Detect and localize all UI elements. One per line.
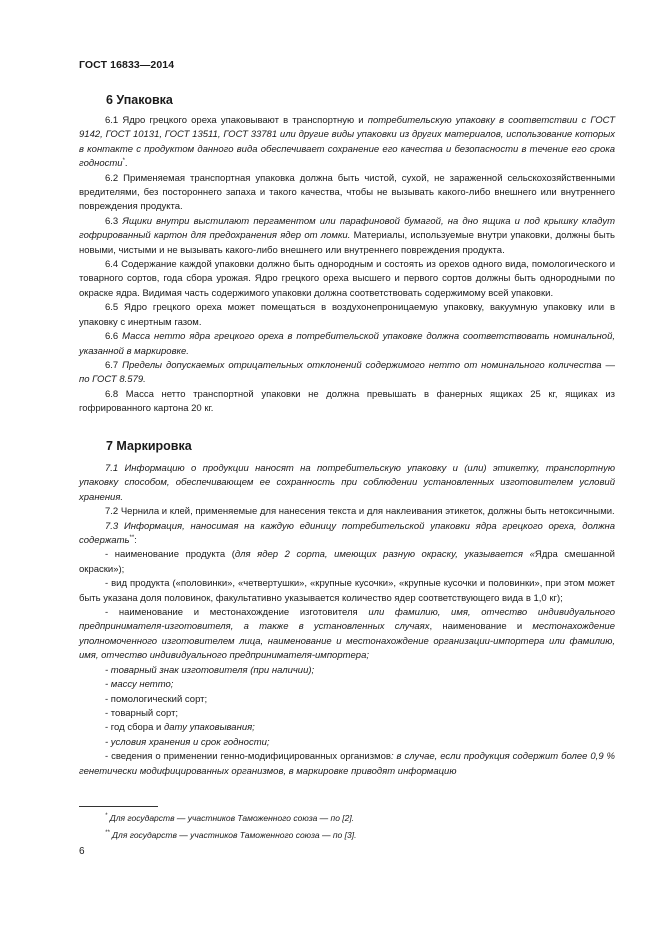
paragraph-6-1 bbox=[79, 114, 615, 172]
paragraph-text: 6.7 bbox=[105, 359, 123, 371]
footnote-1 bbox=[105, 810, 356, 827]
footnote-ref: ** bbox=[129, 535, 135, 542]
paragraph-6-5: 6.5 Ядро грецкого ореха может помещаться в воздухонепроницаемую упаковку, вакуумную упаковку или в упаковку с инертным газом. bbox=[79, 302, 615, 328]
paragraph-text: Материалы, используемые внутри упаковки, должны быть новыми, чистыми и не вызывать какого-либо внешнего или внутреннего повреждения продукта. bbox=[79, 230, 615, 256]
footnote-ref: * bbox=[122, 158, 125, 165]
list-item-italic-text: для ядер 2 сорта, имеющих разную окраску, указывается « bbox=[234, 549, 535, 561]
paragraph-italic-text: Масса нетто ядра грецкого ореха в потребительской упаковке должна соответствовать номинальной, указанной в маркировке. bbox=[79, 331, 615, 357]
paragraph-italic-text: потребительскую упаковку в соответствии с ГОСТ 9142, ГОСТ 10131, ГОСТ 13511, ГОСТ 33781 или другие виды упаковки из других материалов, использование которых в контакте с продуктом данного вида обеспечивает сохранение его качества и безопасности в течение его срока годности bbox=[79, 115, 615, 170]
footnote-mark: * bbox=[105, 813, 108, 819]
paragraph-6-2: 6.2 Применяемая транспортная упаковка должна быть чистой, сухой, не зараженной сельскохозяйственными вредителями, без постороннего запаха и такого качества, чтобы не вызывать какого-либо внешнего или внутреннего повреждения продукта. bbox=[79, 172, 615, 213]
paragraph-6-4: 6.4 Содержание каждой упаковки должно быть однородным и состоять из орехов одного вида, помологического и товарного сортов, года сбора урожая. Ядро грецкого ореха высшего и первого сортов должны быть однородными по окраске ядра. Видимая часть содержимого упаковки должна соответствовать содержимому всей упаковки. bbox=[79, 259, 615, 299]
page-number: 6 bbox=[79, 846, 85, 857]
paragraph-6-7 bbox=[79, 359, 615, 388]
paragraph-6-8: 6.8 Масса нетто транспортной упаковки не должна превышать в фанерных ящиках 25 кг, ящиках из гофрированного картона 20 кг. bbox=[79, 388, 615, 415]
footnote-2 bbox=[105, 827, 356, 844]
list-item: - вид продукта («половинки», «четвертушки», «крупные кусочки», «крупные кусочки и половинки», при этом может быть указана доля половинок, факультативно указывается количество ядер соответствующего вида в 1,0 кг); bbox=[79, 578, 615, 604]
paragraph-text: : bbox=[134, 535, 137, 547]
paragraph-6-3 bbox=[79, 215, 615, 258]
list-item-text: - наименование и местонахождение изготовителя bbox=[105, 607, 369, 619]
list-item bbox=[79, 548, 615, 577]
list-item-italic-text: или фамилию, имя, отчество индивидуального предпринимателя-изготовителя, а также в установленных случаях bbox=[79, 607, 615, 633]
footnote-text: Для государств — участников Таможенного союза — по [3]. bbox=[112, 830, 357, 840]
list-item-text: - сведения о применении генно-модифицированных организмов bbox=[105, 751, 391, 763]
section-title-marking: 7 Маркировка bbox=[106, 439, 192, 453]
paragraph-text: . bbox=[124, 158, 128, 170]
section-title-packaging: 6 Упаковка bbox=[106, 93, 173, 107]
footnote-text: Для государств — участников Таможенного союза — по [2]. bbox=[109, 813, 355, 823]
marking-section-body bbox=[79, 462, 615, 779]
list-item-italic-text: : в случае, если продукция содержит более 0,9 % генетически модифицированных организмов, в маркировке приводят информацию bbox=[79, 751, 615, 777]
list-item-text: , наименование и bbox=[429, 621, 533, 633]
list-item-italic-text: дату упаковывания; bbox=[163, 722, 255, 734]
list-item bbox=[79, 606, 615, 664]
list-item: - условия хранения и срок годности; bbox=[105, 736, 270, 748]
paragraph-7-2: 7.2 Чернила и клей, применяемые для нанесения текста и для наклеивания этикеток, должны быть нетоксичными. bbox=[105, 506, 615, 518]
paragraph-text: 6.6 bbox=[105, 331, 123, 343]
paragraph-text: 6.1 Ядро грецкого ореха упаковывают в транспортную и bbox=[105, 115, 368, 126]
list-item-text: Ядра смешанной окраски bbox=[79, 549, 615, 575]
paragraph-italic-text: 7.3 Информация, наносимая на каждую единицу потребительской упаковки ядра грецкого ореха, должна содержать bbox=[79, 520, 615, 547]
list-item: - массу нетто; bbox=[105, 679, 174, 691]
list-item bbox=[79, 750, 615, 779]
paragraph-italic-text: Ящики внутри выстилают пергаментом или парафиновой бумагой, на дно ящика и под крышку кладут гофрированный картон для предохранения ядер от ломки. bbox=[79, 215, 615, 242]
footnote-divider bbox=[79, 806, 158, 807]
paragraph-6-6 bbox=[79, 330, 615, 359]
list-item: - товарный знак изготовителя (при наличии); bbox=[105, 664, 315, 676]
list-item: - помологический сорт; bbox=[105, 693, 208, 705]
document-header: ГОСТ 16833—2014 bbox=[79, 59, 175, 71]
packaging-section-body bbox=[79, 114, 615, 417]
list-item-text: »); bbox=[113, 563, 125, 575]
list-item-italic-text: местонахождение уполномоченного изготовителем лица, наименование и местонахождение организации-импортера или фамилию, имя, отчество индивидуального предпринимателя-импортера; bbox=[79, 621, 615, 662]
paragraph-7-1: 7.1 Информацию о продукции наносят на потребительскую упаковку и (или) этикетку, транспортную упаковку способом, обеспечивающем ее сохранность при соблюдении установленных изготовителем условий хранения. bbox=[79, 463, 615, 503]
paragraph-text: 6.3 bbox=[105, 215, 123, 227]
list-item-text: - год сбора и bbox=[105, 722, 164, 734]
footnote-mark: ** bbox=[105, 830, 110, 836]
list-item: - товарный сорт; bbox=[105, 707, 179, 719]
footnotes bbox=[105, 810, 356, 844]
list-item-text: - наименование продукта ( bbox=[105, 549, 235, 561]
paragraph-7-3 bbox=[79, 520, 615, 549]
paragraph-italic-text: Пределы допускаемых отрицательных отклонений содержимого нетто от номинального количества — по ГОСТ 8.579. bbox=[79, 359, 615, 386]
list-item bbox=[79, 721, 615, 735]
